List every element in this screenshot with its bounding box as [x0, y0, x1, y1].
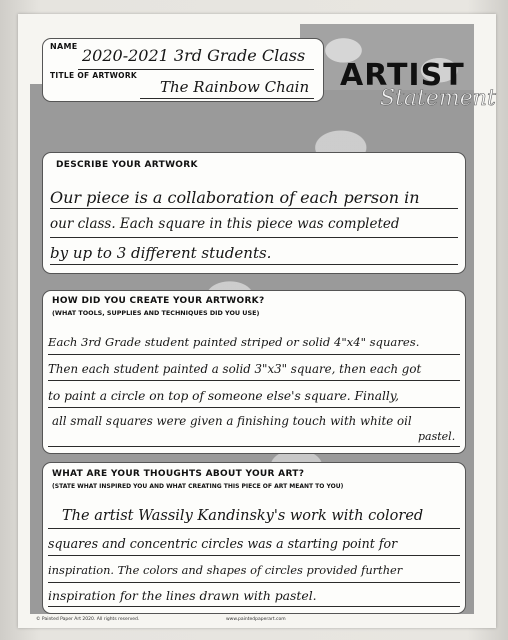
- create-rule-2: [48, 380, 460, 381]
- create-line-2: Then each student painted a solid 3"x3" square, then each got: [48, 362, 422, 376]
- thoughts-line-1: The artist Wassily Kandinsky's work with colored: [62, 508, 424, 524]
- artist-logo-text: ARTIST: [340, 58, 465, 93]
- title-of-artwork-value: The Rainbow Chain: [160, 78, 310, 96]
- create-line-5: pastel.: [418, 430, 456, 443]
- create-rule-3: [48, 407, 460, 408]
- thoughts-rule-4: [48, 606, 460, 607]
- describe-rule-2: [50, 237, 458, 238]
- describe-rule-3: [50, 264, 458, 265]
- thoughts-line-4: inspiration for the lines drawn with pastel.: [48, 588, 317, 603]
- create-rule-1: [48, 354, 460, 355]
- thoughts-label: WHAT ARE YOUR THOUGHTS ABOUT YOUR ART?: [52, 469, 305, 479]
- describe-line-1: Our piece is a collaboration of each person in: [50, 188, 420, 207]
- create-label: HOW DID YOU CREATE YOUR ARTWORK?: [52, 296, 265, 306]
- copyright-footer: © Painted Paper Art 2020. All rights reserved.: [36, 617, 140, 622]
- create-line-3: to paint a circle on top of someone else's square. Finally,: [48, 389, 399, 403]
- title-underline: [140, 98, 314, 99]
- describe-rule-1: [50, 208, 458, 209]
- describe-line-3: by up to 3 different students.: [50, 244, 272, 262]
- create-sublabel: (WHAT TOOLS, SUPPLIES AND TECHNIQUES DID YOU USE): [52, 309, 260, 317]
- thoughts-rule-3: [48, 582, 460, 583]
- create-line-1: Each 3rd Grade student painted striped or solid 4"x4" squares.: [48, 335, 420, 349]
- name-value: 2020-2021 3rd Grade Class: [82, 46, 306, 65]
- thoughts-rule-2: [48, 555, 460, 556]
- title-of-artwork-label: TITLE OF ARTWORK: [50, 71, 138, 80]
- create-line-4: all small squares were given a finishing touch with white oil: [52, 414, 412, 428]
- create-rule-4: [48, 446, 460, 447]
- name-label: NAME: [50, 42, 78, 51]
- thoughts-line-2: squares and concentric circles was a starting point for: [48, 536, 398, 551]
- thoughts-rule-1: [48, 528, 460, 529]
- describe-line-2: our class. Each square in this piece was completed: [50, 216, 400, 232]
- thoughts-line-3: inspiration. The colors and shapes of circles provided further: [48, 563, 403, 577]
- statement-logo-text: Statement: [380, 86, 496, 111]
- website-footer: www.paintedpaperart.com: [226, 617, 286, 622]
- name-underline: [78, 69, 314, 70]
- thoughts-sublabel: (STATE WHAT INSPIRED YOU AND WHAT CREATING THIS PIECE OF ART MEANT TO YOU): [52, 483, 344, 490]
- describe-label: DESCRIBE YOUR ARTWORK: [56, 160, 198, 170]
